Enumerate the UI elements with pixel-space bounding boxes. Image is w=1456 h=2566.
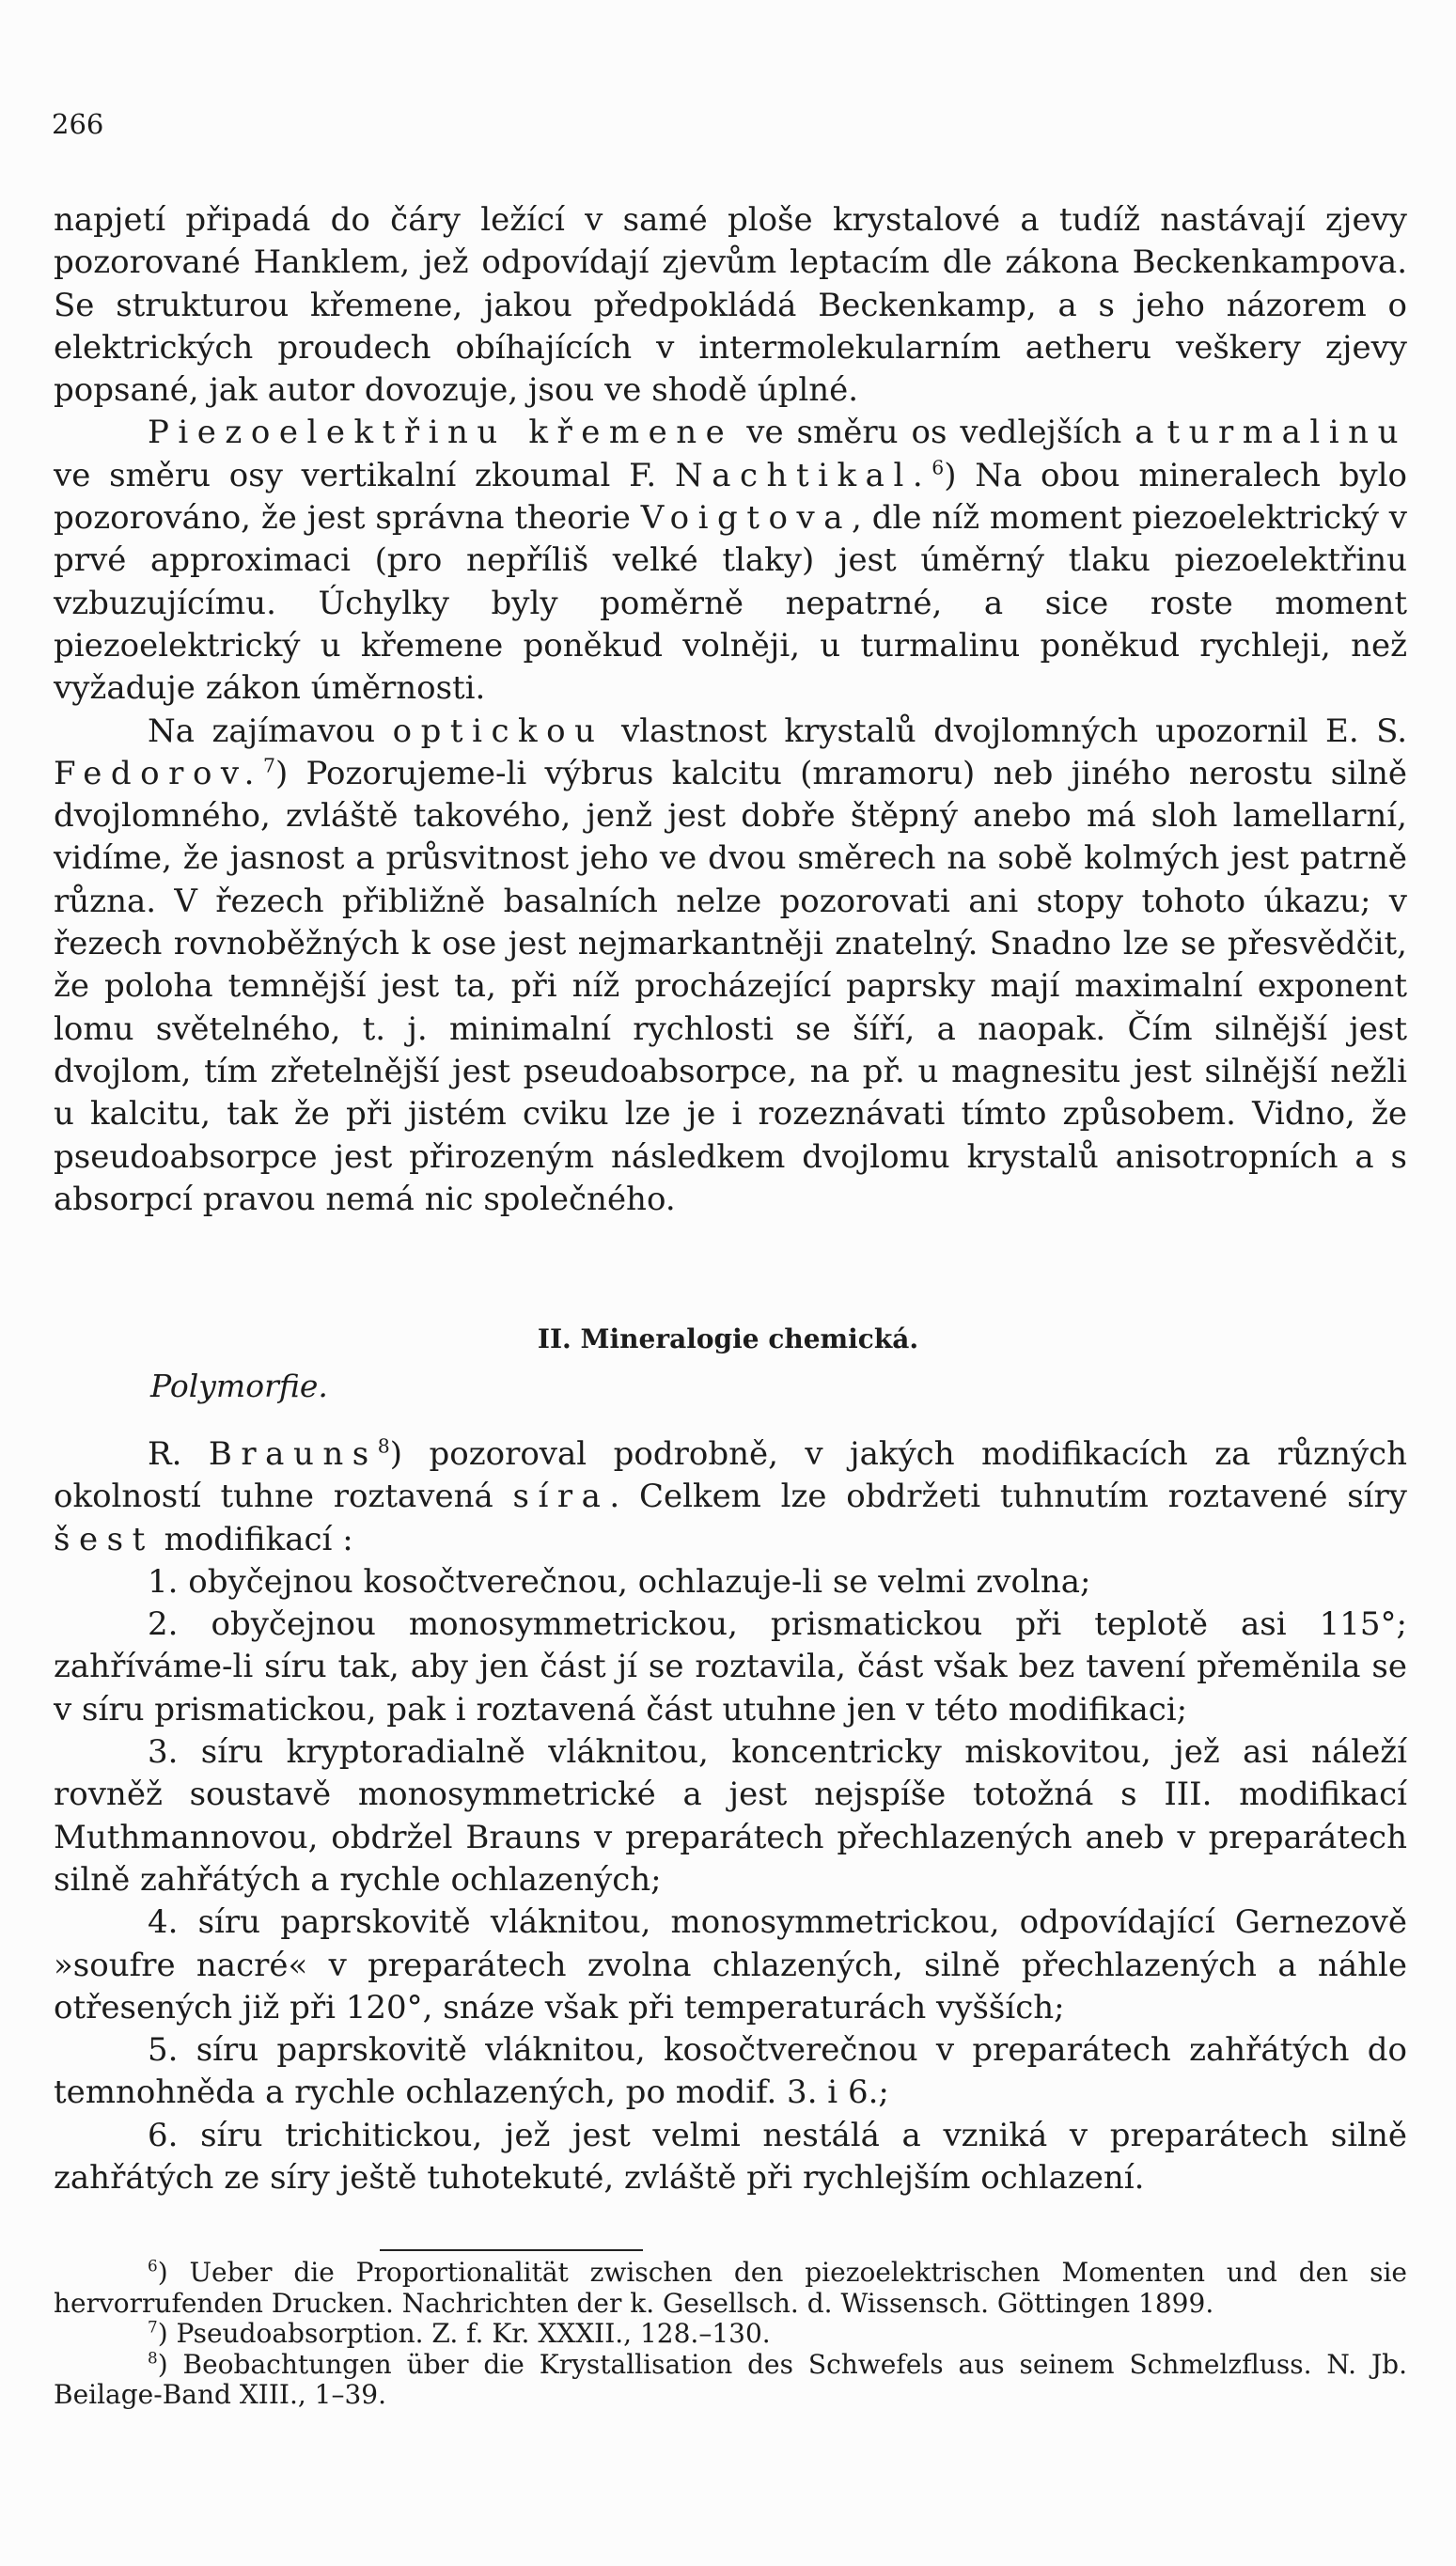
paragraph-3: [54, 711, 1407, 1222]
spaced-term: optickou: [392, 712, 604, 750]
text-span: . Celkem lze obdržeti tuhnutím roztavené síry: [609, 1478, 1408, 1516]
text-span: ) Pozorujeme-li výbrus kalcitu (mramoru) neb jiného nerostu silně dvojlomného, zvláště takového, jenž jest dobře štěpný anebo má sloh lamellarní, vidíme, že jasnost a průsvitnost jeho ve dvou směrech na sobě kolmých jest patrně různa. V řezech přibližně basalních nelze pozorovati ani stopy tohoto úkazu; v řezech rovnoběžných k ose jest nejmarkantněji znatelný. Snadno lze se přesvědčit, že poloha temnější jest ta, při níž procházející paprsky mají maximalní exponent lomu světelného, t. j. minimalní rychlosti se šíří, a naopak. Čím silnější jest dvojlom, tím zřetelnější jest pseudoabsorpce, na př. u magnesitu jest silnější nežli u kalcitu, tak že při jistém cviku lze je i rozeznávati tímto způsobem. Vidno, že pseudoabsorpce jest přirozeným následkem dvojlomu krystalů anisotropních a s absorpcí pravou nemá nic společného.: [54, 754, 1407, 1218]
list-item: 4. síru paprskovitě vláknitou, monosymmetrickou, odpovídající Gernezově »soufre nacré« v preparátech zvolna chlazených, silně přechlazených a náhle otřesených již při 120°, snáze však při temperaturách vyšších;: [54, 1903, 1407, 2026]
list-item: 5. síru paprskovitě vláknitou, kosočtverečnou v preparátech zahřátých do temnohněda a rychle ochlazených, po modif. 3. i 6.;: [54, 2031, 1407, 2112]
footnote: [54, 2319, 1407, 2350]
spaced-term: Piezoelektřinu křemene: [148, 414, 734, 452]
text-span: , dle níž moment piezoelektrický v prvé approximaci (pro nepříliš velké tlaky) jest úměrný tlaku piezoelektřinu vzbuzujícímu. Úchylky byly poměrně nepatrné, a sice roste moment piezoelektrický u křemene poněkud volněji, u turmalinu poněkud rychleji, než vyžaduje zákon úměrnosti.: [54, 499, 1407, 708]
list-item: 6. síru trichitickou, jež jest velmi nestálá a vzniká v preparátech silně zahřátých ze síry ještě tuhotekuté, zvláště při rychlejším ochlazení.: [54, 2116, 1407, 2198]
footnote-mark: 8: [148, 2348, 158, 2368]
footnote-ref: 6: [932, 456, 945, 479]
section-heading: II. Mineralogie chemická.: [537, 1323, 919, 1354]
footnote-mark: 6: [148, 2256, 158, 2276]
footnote-divider: [380, 2249, 643, 2251]
footnote-mark: 7: [148, 2317, 158, 2337]
text-span: ve směru osy vertikalní zkoumal F.: [54, 456, 675, 494]
list-item: 3. síru kryptoradialně vláknitou, koncentricky miskovitou, jež asi náleží rovněž soustavě monosymmetrické a jest nejspíše totožná s III. modifikací Muthmannovou, obdržel Brauns v preparátech přechlazených aneb v preparátech silně zahřátých a rychle ochlazených;: [54, 1733, 1407, 1899]
footnote-ref: 8: [377, 1434, 390, 1458]
text-span: ve směru os vedlejších a: [733, 414, 1167, 452]
footnote-text: ) Pseudoabsorption. Z. f. Kr. XXXII., 128.–130.: [157, 2318, 771, 2349]
footnote-text: ) Ueber die Proportionalität zwischen den piezoelektrischen Momenten und den sie hervorrufenden Drucken. Nachrichten der k. Gesellsch. d. Wissensch. Göttingen 1899.: [54, 2257, 1407, 2319]
footnote: [54, 2258, 1407, 2319]
footnote: [54, 2350, 1407, 2411]
spaced-term: šest: [54, 1520, 154, 1558]
section-text: [54, 1433, 1407, 2199]
margin-note: Polymorfie.: [150, 1368, 328, 1404]
author-name: Fedorov.: [54, 754, 263, 792]
text-span: R.: [148, 1435, 209, 1473]
text-span: ) Na obou mineralech bylo pozorováno, že jest správna theorie: [54, 456, 1407, 538]
footnote-text: ) Beobachtungen über die Krystallisation des Schwefels aus seinem Schmelzfluss. N. Jb. Beilage-Band XIII., 1–39.: [54, 2348, 1407, 2410]
paragraph-2: [54, 412, 1407, 710]
main-text: [54, 199, 1407, 1221]
author-name: Brauns: [208, 1435, 378, 1473]
spaced-term: síra: [512, 1478, 610, 1516]
footnotes: [54, 2258, 1407, 2411]
page-number: 266: [52, 108, 104, 140]
paragraph-1: napjetí připadá do čáry ležící v samé ploše krystalové a tudíž nastávají zjevy pozorované Hanklem, jež odpovídají zjevům leptacím dle zákona Beckenkampova. Se strukturou křemene, jakou předpokládá Beckenkamp, a s jeho názorem o elektrických proudech obíhajících v intermolekularním aetheru veškery zjevy popsané, jak autor dovozuje, jsou ve shodě úplné.: [54, 201, 1407, 410]
text-span: modifikací :: [153, 1520, 353, 1558]
spaced-term: turmalinu: [1166, 414, 1407, 452]
list-item: 2. obyčejnou monosymmetrickou, prismatickou při teplotě asi 115°; zahříváme-li síru tak, aby jen část jí se roztavila, část však bez tavení přeměnila se v síru prismatickou, pak i roztavená část utuhne jen v této modifikaci;: [54, 1605, 1407, 1729]
author-name: Voigtova: [640, 499, 853, 538]
text-span: ) pozoroval podrobně, v jakých modifikacích za různých okolností tuhne roztavená: [54, 1435, 1407, 1516]
text-span: vlastnost krystalů dvojlomných upozornil E. S.: [603, 712, 1408, 750]
text-span: Na zajímavou: [148, 712, 393, 750]
footnote-ref: 7: [262, 754, 275, 777]
list-item: 1. obyčejnou kosočtverečnou, ochlazuje-li se velmi zvolna;: [148, 1562, 1091, 1601]
author-name: Nachtikal.: [674, 456, 932, 494]
section-intro: [54, 1433, 1407, 1561]
